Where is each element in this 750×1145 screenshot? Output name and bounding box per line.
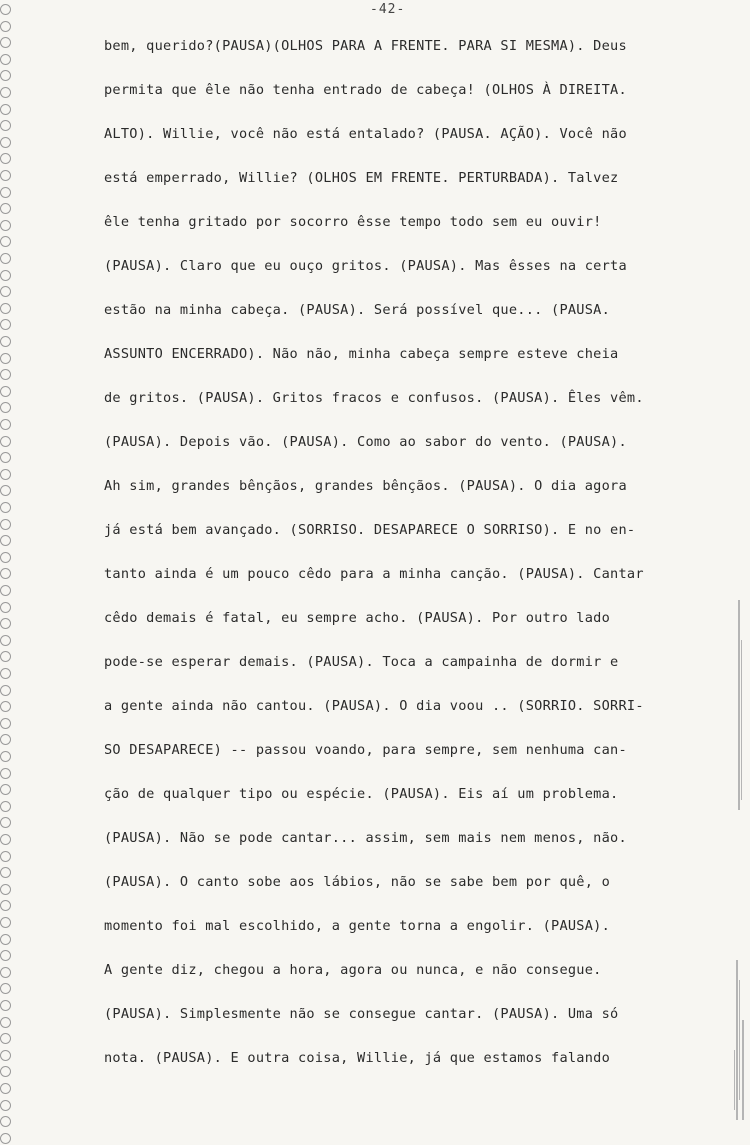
binder-hole bbox=[0, 568, 11, 579]
page-number: -42- bbox=[370, 2, 406, 17]
text-line: ALTO). Willie, você não está entalado? (PAUSA. AÇÃO). Você não bbox=[104, 126, 627, 142]
binder-hole bbox=[0, 635, 11, 646]
binder-hole bbox=[0, 651, 11, 662]
binder-hole bbox=[0, 220, 11, 231]
text-line: SO DESAPARECE) -- passou voando, para sempre, sem nenhuma can- bbox=[104, 742, 627, 758]
binder-hole bbox=[0, 884, 11, 895]
text-line: ção de qualquer tipo ou espécie. (PAUSA). Eis aí um problema. bbox=[104, 786, 619, 802]
binder-hole bbox=[0, 87, 11, 98]
binder-hole bbox=[0, 602, 11, 613]
binder-hole bbox=[0, 469, 11, 480]
binder-hole bbox=[0, 668, 11, 679]
binder-hole bbox=[0, 784, 11, 795]
binder-hole bbox=[0, 1100, 11, 1111]
binder-hole bbox=[0, 353, 11, 364]
binder-hole bbox=[0, 104, 11, 115]
binder-hole bbox=[0, 336, 11, 347]
binder-hole bbox=[0, 1066, 11, 1077]
text-line: a gente ainda não cantou. (PAUSA). O dia voou .. (SORRIO. SORRI- bbox=[104, 698, 644, 714]
binder-hole bbox=[0, 967, 11, 978]
binder-hole bbox=[0, 4, 11, 15]
text-line: estão na minha cabeça. (PAUSA). Será possível que... (PAUSA. bbox=[104, 302, 611, 318]
text-line: pode-se esperar demais. (PAUSA). Toca a campainha de dormir e bbox=[104, 654, 619, 670]
text-line: (PAUSA). Não se pode cantar... assim, sem mais nem menos, não. bbox=[104, 830, 627, 846]
text-line: ASSUNTO ENCERRADO). Não não, minha cabeça sempre esteve cheia bbox=[104, 346, 619, 362]
text-line: cêdo demais é fatal, eu sempre acho. (PAUSA). Por outro lado bbox=[104, 610, 611, 626]
binder-hole bbox=[0, 817, 11, 828]
binder-hole bbox=[0, 552, 11, 563]
binder-holes bbox=[0, 0, 14, 1145]
edge-mark bbox=[738, 600, 740, 810]
text-line: já está bem avançado. (SORRISO. DESAPARECE O SORRISO). E no en- bbox=[104, 522, 636, 538]
edge-mark bbox=[734, 1050, 735, 1110]
binder-hole bbox=[0, 137, 11, 148]
binder-hole bbox=[0, 286, 11, 297]
binder-hole bbox=[0, 519, 11, 530]
binder-hole bbox=[0, 734, 11, 745]
binder-hole bbox=[0, 1050, 11, 1061]
text-line: momento foi mal escolhido, a gente torna a engolir. (PAUSA). bbox=[104, 918, 611, 934]
binder-hole bbox=[0, 452, 11, 463]
binder-hole bbox=[0, 319, 11, 330]
binder-hole bbox=[0, 37, 11, 48]
text-line: de gritos. (PAUSA). Gritos fracos e confusos. (PAUSA). Êles vêm. bbox=[104, 390, 644, 406]
binder-hole bbox=[0, 270, 11, 281]
binder-hole bbox=[0, 834, 11, 845]
text-line: está emperrado, Willie? (OLHOS EM FRENTE. PERTURBADA). Talvez bbox=[104, 170, 619, 186]
binder-hole bbox=[0, 303, 11, 314]
binder-hole bbox=[0, 801, 11, 812]
binder-hole bbox=[0, 485, 11, 496]
binder-hole bbox=[0, 917, 11, 928]
text-line: Ah sim, grandes bênçãos, grandes bênçãos. (PAUSA). O dia agora bbox=[104, 478, 627, 494]
binder-hole bbox=[0, 21, 11, 32]
binder-hole bbox=[0, 934, 11, 945]
text-line: êle tenha gritado por socorro êsse tempo todo sem eu ouvir! bbox=[104, 214, 602, 230]
binder-hole bbox=[0, 203, 11, 214]
binder-hole bbox=[0, 153, 11, 164]
edge-mark bbox=[736, 960, 738, 1120]
binder-hole bbox=[0, 983, 11, 994]
binder-hole bbox=[0, 1000, 11, 1011]
binder-hole bbox=[0, 369, 11, 380]
binder-hole bbox=[0, 867, 11, 878]
text-line: (PAUSA). Depois vão. (PAUSA). Como ao sabor do vento. (PAUSA). bbox=[104, 434, 627, 450]
binder-hole bbox=[0, 1017, 11, 1028]
edge-mark bbox=[742, 1020, 744, 1120]
binder-hole bbox=[0, 54, 11, 65]
text-line: (PAUSA). Claro que eu ouço gritos. (PAUSA). Mas êsses na certa bbox=[104, 258, 627, 274]
binder-hole bbox=[0, 187, 11, 198]
binder-hole bbox=[0, 535, 11, 546]
binder-hole bbox=[0, 253, 11, 264]
binder-hole bbox=[0, 1083, 11, 1094]
text-line: A gente diz, chegou a hora, agora ou nunca, e não consegue. bbox=[104, 962, 602, 978]
text-line: (PAUSA). O canto sobe aos lábios, não se sabe bem por quê, o bbox=[104, 874, 611, 890]
binder-hole bbox=[0, 751, 11, 762]
edge-mark bbox=[741, 640, 742, 800]
binder-hole bbox=[0, 120, 11, 131]
binder-hole bbox=[0, 950, 11, 961]
binder-hole bbox=[0, 70, 11, 81]
binder-hole bbox=[0, 502, 11, 513]
binder-hole bbox=[0, 618, 11, 629]
binder-hole bbox=[0, 718, 11, 729]
binder-hole bbox=[0, 419, 11, 430]
text-line: permita que êle não tenha entrado de cabeça! (OLHOS À DIREITA. bbox=[104, 82, 627, 98]
binder-hole bbox=[0, 768, 11, 779]
binder-hole bbox=[0, 1033, 11, 1044]
text-line: tanto ainda é um pouco cêdo para a minha canção. (PAUSA). Cantar bbox=[104, 566, 644, 582]
binder-hole bbox=[0, 851, 11, 862]
page-edge-marks bbox=[708, 600, 746, 1120]
binder-hole bbox=[0, 436, 11, 447]
binder-hole bbox=[0, 170, 11, 181]
text-line: bem, querido?(PAUSA)(OLHOS PARA A FRENTE. PARA SI MESMA). Deus bbox=[104, 38, 627, 54]
binder-hole bbox=[0, 900, 11, 911]
text-line: nota. (PAUSA). E outra coisa, Willie, já que estamos falando bbox=[104, 1050, 611, 1066]
binder-hole bbox=[0, 701, 11, 712]
binder-hole bbox=[0, 685, 11, 696]
edge-mark bbox=[739, 980, 740, 1100]
binder-hole bbox=[0, 402, 11, 413]
binder-hole bbox=[0, 1116, 11, 1127]
binder-hole bbox=[0, 386, 11, 397]
binder-hole bbox=[0, 585, 11, 596]
text-line: (PAUSA). Simplesmente não se consegue cantar. (PAUSA). Uma só bbox=[104, 1006, 619, 1022]
binder-hole bbox=[0, 1133, 11, 1144]
binder-hole bbox=[0, 236, 11, 247]
